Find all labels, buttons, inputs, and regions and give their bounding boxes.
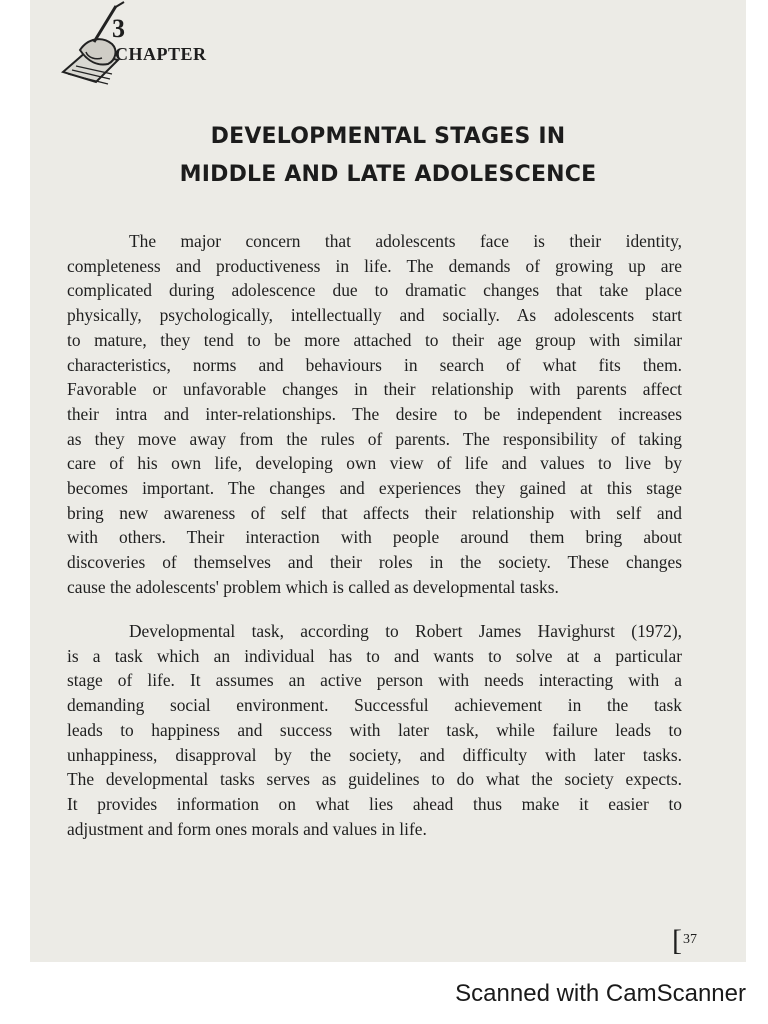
- scanner-watermark: Scanned with CamScanner: [455, 980, 746, 1007]
- page-number-text: 37: [683, 932, 697, 947]
- paragraph-line: Favorable or unfavorable changes in their relationship with parents affect: [67, 379, 682, 400]
- paragraph-line: becomes important. The changes and experiences they gained at this stage: [67, 478, 682, 499]
- paragraph-line: The developmental tasks serves as guidelines to do what the society expects.: [67, 769, 682, 790]
- paragraph-line: to mature, they tend to be more attached to their age group with similar: [67, 329, 682, 350]
- paragraph-line: is a task which an individual has to and wants to solve at a particular: [67, 645, 682, 666]
- page-title: [30, 118, 746, 194]
- paragraph-line: demanding social environment. Successful achievement in the task: [67, 695, 682, 716]
- chapter-number: 3: [112, 14, 125, 43]
- paragraph-line: adjustment and form ones morals and values in life.: [67, 818, 427, 839]
- paragraph-line: characteristics, norms and behaviours in search of what fits them.: [67, 354, 682, 375]
- chapter-label: CHAPTER: [115, 44, 207, 64]
- paragraph-line: completeness and productiveness in life. The demands of growing up are: [67, 255, 682, 276]
- paragraph-line: as they move away from the rules of parents. The responsibility of taking: [67, 428, 682, 449]
- paragraph-line: with others. Their interaction with people around them bring about: [67, 527, 682, 548]
- paragraph-line: complicated during adolescence due to dramatic changes that take place: [67, 280, 682, 301]
- page-number: [672, 924, 697, 958]
- document-page: [30, 0, 746, 962]
- paragraph-line: stage of life. It assumes an active person with needs interacting with a: [67, 670, 682, 691]
- paragraph-line: unhappiness, disapproval by the society, and difficulty with later tasks.: [67, 744, 682, 765]
- paragraph-line: The major concern that adolescents face is their identity,: [129, 231, 682, 251]
- paragraph-line: leads to happiness and success with later task, while failure leads to: [67, 719, 682, 740]
- paragraph-line: care of his own life, developing own view of life and values to live by: [67, 453, 682, 474]
- paragraph-1: [67, 229, 682, 600]
- paragraph-line: cause the adolescents' problem which is called as developmental tasks.: [67, 576, 559, 597]
- paragraph-line: It provides information on what lies ahead thus make it easier to: [67, 793, 682, 814]
- paragraph-line: physically, psychologically, intellectually and socially. As adolescents start: [67, 305, 682, 326]
- title-line-2: MIDDLE AND LATE ADOLESCENCE: [179, 162, 597, 187]
- paragraph-line: their intra and inter-relationships. The desire to be independent increases: [67, 403, 682, 424]
- paragraph-line: discoveries of themselves and their roles in the society. These changes: [67, 552, 682, 573]
- page-bracket-icon: [: [672, 924, 682, 957]
- title-line-1: DEVELOPMENTAL STAGES IN: [210, 124, 566, 149]
- paragraph-2: [67, 619, 682, 841]
- paragraph-line: Developmental task, according to Robert James Havighurst (1972),: [129, 621, 682, 641]
- paragraph-line: bring new awareness of self that affects their relationship with self and: [67, 502, 682, 523]
